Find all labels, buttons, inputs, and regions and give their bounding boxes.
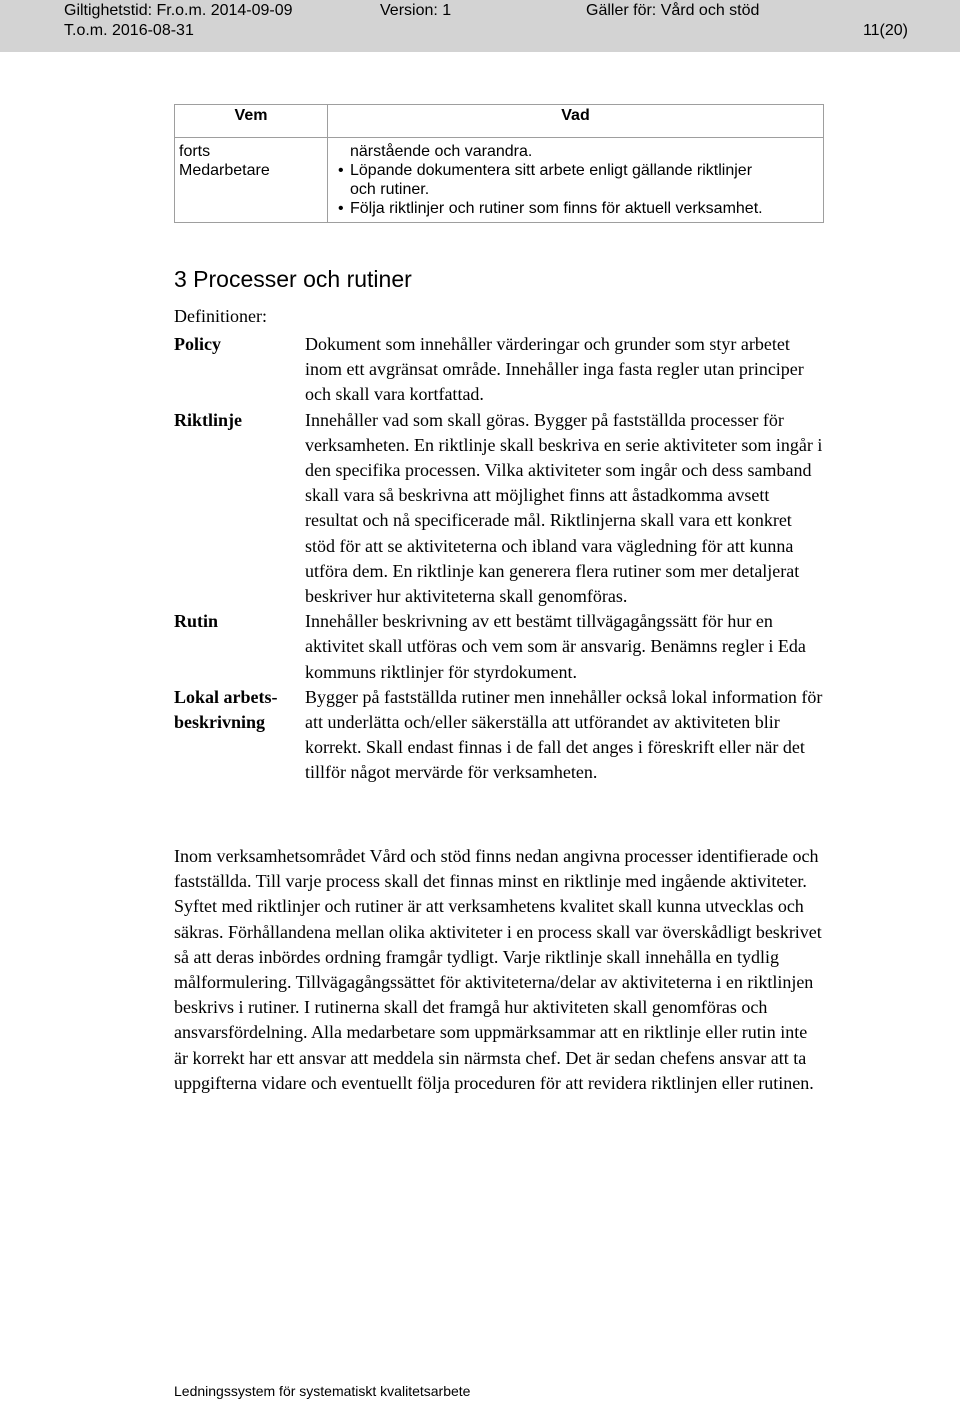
who-what-table bbox=[174, 104, 824, 223]
definitions-label: Definitioner: bbox=[174, 306, 267, 326]
definition-term: Riktlinje bbox=[174, 409, 243, 430]
section-heading: 3 Processer och rutiner bbox=[174, 266, 412, 292]
list-item: och rutiner. bbox=[350, 181, 430, 198]
list-item: • Löpande dokumentera sitt arbete enligt gällande riktlinjer bbox=[332, 161, 819, 180]
table-row bbox=[175, 138, 824, 223]
validity-from: Giltighetstid: Fr.o.m. 2014-09-09 bbox=[64, 2, 293, 19]
body-paragraph: Inom verksamhetsområdet Vård och stöd finns nedan angivna processer identifierade och fastställda. Till varje process skall det finnas minst en riktlinje med ingående aktiviteter. Syftet med riktlinjer och rutiner är att verksamhetens kvalitet skall kunna utvecklas och säkras. Förhållandena mellan olika aktiviteter i en process skall var överskådligt beskrivet så att deras inbördes ordning framgår tydligt. Varje riktlinje skall innehålla en tydlig målformulering. Tillvägagångssättet för aktiviteterna/delar av aktiviteterna i en riktlinjen beskrivs i rutiner. I rutinerna skall det framgå hur aktiviteten skall genomföras och ansvarsfördelning. Alla medarbetare som uppmärksammar att en riktlinje eller rutin inte är korrekt har ett ansvar att meddela sin närmsta chef. Det är sedan chefens ansvar att ta uppgifterna vidare och eventuellt följa proceduren för att revidera riktlinjen eller rutinen. bbox=[174, 846, 822, 1093]
definitions-table bbox=[174, 332, 825, 786]
version-label: Version: 1 bbox=[380, 2, 452, 19]
definition-term: Policy bbox=[174, 334, 221, 354]
column-header-what: Vad bbox=[328, 105, 824, 138]
document-header bbox=[0, 0, 960, 52]
definition-row bbox=[174, 408, 825, 610]
definition-row bbox=[174, 609, 825, 685]
definition-text: Bygger på fastställda rutiner men innehåller också lokal information för att underlätta och/eller säkerställa att utförandet av aktiviteten blir korrekt. Skall endast finnas i de fall det anges i föreskrift eller när det tillför något mervärde för verksamheten. bbox=[305, 686, 823, 783]
definition-text: Innehåller beskrivning av ett bestämt tillvägagångssätt för hur en aktivitet skall utföras och vem som är ansvarig. Benämns regler i Eda kommuns riktlinjer för styrdokument. bbox=[305, 611, 806, 682]
what-cell bbox=[328, 138, 824, 223]
who-line: Medarbetare bbox=[179, 162, 270, 179]
page-number: 11(20) bbox=[862, 22, 908, 39]
who-cell bbox=[175, 138, 328, 223]
list-item: närstående och varandra. bbox=[350, 143, 533, 160]
list-item: • Följa riktlinjer och rutiner som finns för aktuell verksamhet. bbox=[332, 199, 819, 218]
who-line: forts bbox=[179, 143, 211, 160]
validity-to: T.o.m. 2016-08-31 bbox=[64, 22, 194, 39]
definition-term: Rutin bbox=[174, 611, 219, 632]
definition-text: Innehåller vad som skall göras. Bygger på fastställda processer för verksamheten. En riktlinje skall beskriva en serie aktiviteter som ingår i den specifika processen. Vilka aktiviteter som ingår och dess samband skall vara så beskrivna att möjlighet finns att åstadkomma avsett resultat och nå specificerade mål. Riktlinjerna skall vara ett konkret stöd för att se aktiviteterna och ibland vara vägledning för att kunna utföra dem. En riktlinje kan generera flera rutiner som mer detaljerat beskriver hur aktiviteterna skall genomföras. bbox=[305, 409, 823, 607]
definition-text: Dokument som innehåller värderingar och grunder som styr arbetet inom ett avgränsat område. Innehåller inga fasta regler utan principer och skall vara kortfattad. bbox=[305, 334, 804, 405]
table-header-row bbox=[175, 105, 824, 138]
definition-term: Lokal arbets-beskrivning bbox=[174, 686, 278, 733]
definition-row bbox=[174, 685, 825, 786]
definition-row bbox=[174, 332, 825, 408]
applies-to-label: Gäller för: Vård och stöd bbox=[586, 2, 760, 19]
what-list bbox=[332, 142, 819, 218]
column-header-who: Vem bbox=[175, 105, 328, 138]
footer-text: Ledningssystem för systematiskt kvalitetsarbete bbox=[174, 1383, 471, 1399]
